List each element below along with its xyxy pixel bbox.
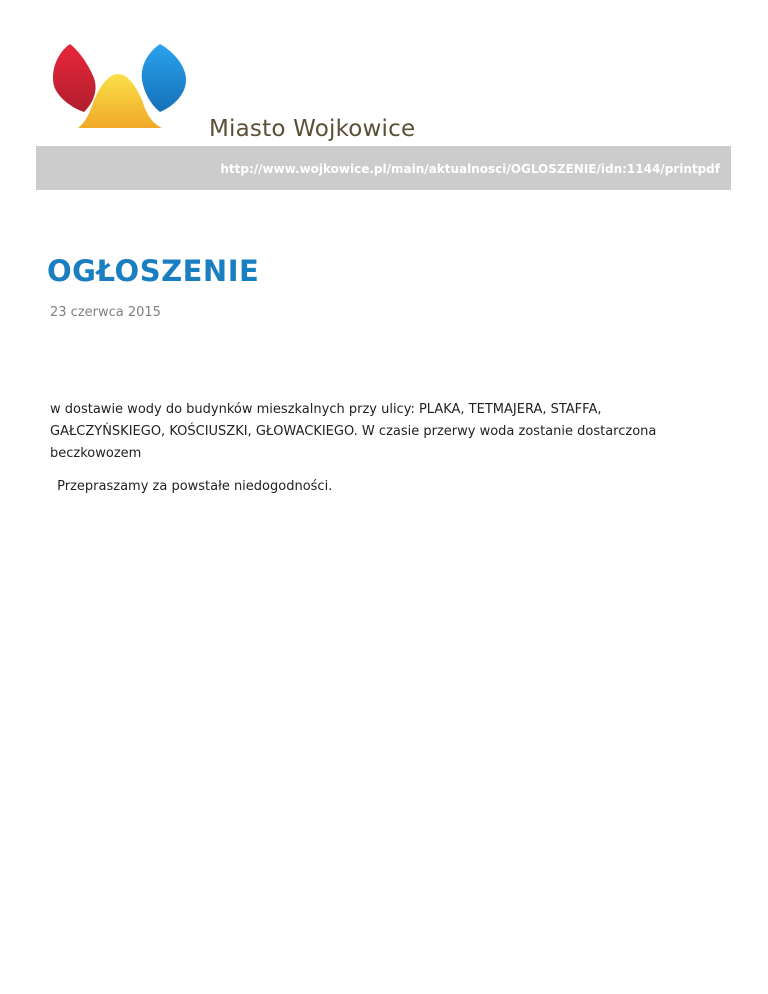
article-closing: Przepraszamy za powstałe niedogodności.: [53, 479, 333, 494]
site-name: Miasto Wojkowice: [209, 116, 416, 142]
article-body: w dostawie wody do budynków mieszkalnych przy ulicy: PLAKA, TETMAJERA, STAFFA, GAŁCZYŃSKIEGO, KOŚCIUSZKI, GŁOWACKIEGO. W czasie przerwy woda zostanie dostarczona beczkowozem: [50, 402, 657, 461]
article-title: OGŁOSZENIE: [47, 254, 260, 288]
url-bar: [36, 146, 731, 190]
wojkowice-logo: [50, 42, 190, 132]
article-date: 23 czerwca 2015: [50, 305, 161, 320]
page-url[interactable]: http://www.wojkowice.pl/main/aktualnosci/OGLOSZENIE/idn:1144/printpdf: [220, 162, 720, 176]
